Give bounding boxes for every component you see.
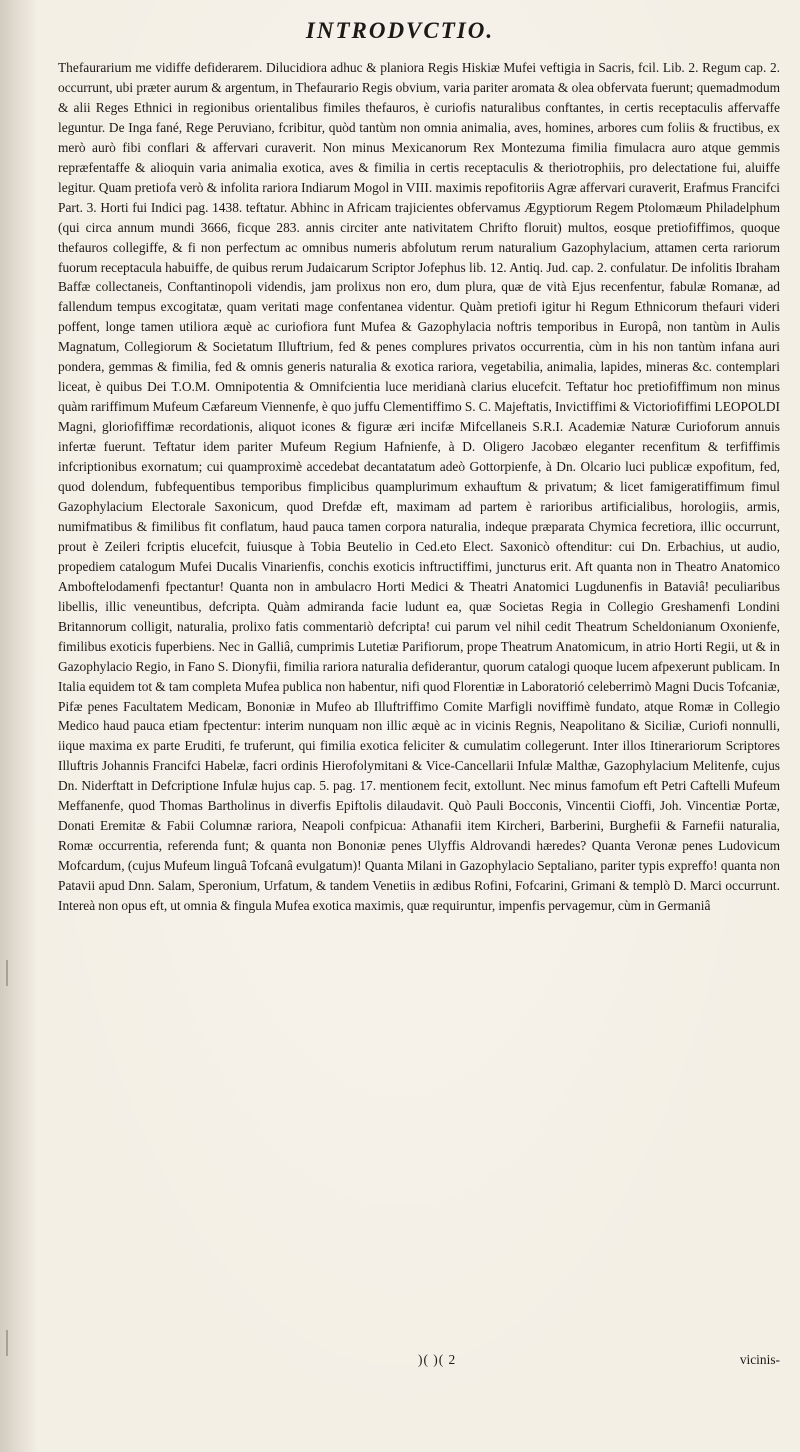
margin-mark (6, 1330, 8, 1356)
catchword: vicinis- (739, 1352, 780, 1367)
margin-mark (6, 960, 8, 986)
paragraph: Thefaurarium me vidiffe defiderarem. Dilucidiora adhuc & planiora Regis Hiskiæ Mufei veftigia in Sacris, fcil. Lib. 2. Regum cap. 2. occurrunt, ubi præter aurum & argentum, in Thefaurario Regis obvium, varia pariter aromata & olea obfervata fuerunt; quemadmodum & alii Reges Ethnici in regionibus orientalibus fimiles thefauros, è curiofis naturalibus conftantes, in certis receptaculis affervaffe leguntur. De Inga fané, Rege Peruviano, fcribitur, quòd tantùm non omnia animalia, aves, homines, arbores cum foliis & fructibus, ex merò aurò fibi conflari & affervari curaverit. Non minus Mexicanorum Rex Montezuma fimilia fimulacra auro atque gemmis repræfentaffe & alioquin varia animalia exotica, aves & fimilia in certis receptaculis & theriotrophiis, pro delectatione fui, aluiffe legitur. Quam pretiofa verò & infolita rariora Indiarum Mogol in VIII. maximis repofitoriis Agræ affervari curaverit, Erafmus Francifci Part. 3. Horti fui Indici pag. 1438. teftatur. Abhinc in Africam trajicientes obfervamus Ægyptiorum Regem Ptolomæum Philadelphum (qui circa annum mundi 3666, ficque 283. annis circiter ante nativitatem Chrifto floruit) multos, eosque pretiofiffimos, quoque thefauros collegiffe, & fi non perfectum ac omnibus numeris abfolutum rerum naturalium Gazophylacium, attamen certa rariorum fuorum receptacula habuiffe, de quibus rerum Judaicarum Scriptor Jofephus lib. 12. Antiq. Jud. cap. 2. confulatur. De infolitis Ibraham Baffæ collectaneis, Conftantinopoli videndis, jam prolixus non ero, dum plura, quæ de vità Ejus recenfentur, fabulæ Romanæ, ad fallendum tempus excogitatæ, quam veritati mage confentanea videntur. Quàm pretiofi igitur hi Regum Ethnicorum thefauri videri poffent, longe tamen utiliora æquè ac curiofiora funt Mufea & Gazophylacia noftris temporibus in Europâ, non tantùm in Aulis Magnatum, Collegiorum & Societatum Illuftrium, fed & penes complures privatos occurrentia, cùm in his non tantùm infana auri pondera, gemmas & fimilia, fed & omnis generis naturalia & exotica rariora, vegetabilia, animalia, lapides, mineras &c. contemplari liceat, è quibus Dei T.O.M. Omnipotentia & Omnifcientia luce meridianà clarius elucefcit. Teftatur hoc pretiofiffimum non minus quàm rariffimum Mufeum Cæfareum Viennenfe, è quo juffu Clementiffimo S. C. Majeftatis, Invictiffimi & Victoriofiffimi LEOPOLDI Magni, gloriofiffimæ recordationis, aliquot icones & figuræ æri incifæ Mifcellaneis S.R.I. Academiæ Naturæ Curioforum annuis infertæ fuerunt. Teftatur idem pariter Mufeum Regium Hafnienfe, à D. Oligero Jacobæo eleganter recenfitum & terfiffimis infcriptionibus exornatum; cui quamproximè accedebat decantatatum adeò Gottorpienfe, à Dn. Olcario luci publicæ expofitum, fed, quod dolendum, fubfequentibus temporibus fimplicibus quamplurimum exhauftum & privatum; & licet famigeratiffimum fimul Gazophylacium Electorale Saxonicum, quod Drefdæ eft, maximam ad partem è rarioribus artificialibus, horologiis, armis, numifmatibus & fimilibus fit conflatum, haud pauca tamen corpora naturalia, indeque præparata Chymica fecretiora, illic occurrunt, prout è Zeileri fcriptis elucefcit, fuiusque à Tobia Beutelio in Ced.eto Elect. Saxonicò oftenditur: cui Dn. Erbachius, ut audio, propediem catalogum Mufei Ducalis Vinarienfis, conchis exoticis inftructiffimi, juncturus erit. Aft quanta non in Theatro Anatomico Amboftelodamenfi fpectantur! Quanta non in ambulacro Horti Medici & Theatri Anatomici Lugdunenfis in Bataviâ! peculiaribus libellis, illic veneuntibus, defcripta. Quàm admiranda facie ludunt ea, quæ Societas Regia in Collegio Greshamenfi Londini Britannorum colligit, naturalia, prolixo fatis commentariò defcripta! cui parum vel nihil cedit Theatrum Scheldonianum Oxonienfe, fimilibus exoticis fuperbiens. Nec in Galliâ, cumprimis Lutetiæ Parifiorum, prope Theatrum Anatomicum, in atrio Horti Regii, ut & in Gazophylacio Regio, in Fano S. Dionyfii, fimilia rariora naturalia defiderantur, quorum catalogi quoque lucem afpexerunt publicam. In Italia equidem tot & tam completa Mufea publica non habentur, nifi quod Florentiæ in Laboratorió celeberrimò Magni Ducis Tofcaniæ, Pifæ penes Facultatem Medicam, Bononiæ in Mufeo ab Illuftriffimo Comite Marfigli noviffimè fundato, atque Romæ in Collegio Medico haud pauca etiam fpectentur: interim nunquam non illic æquè ac in vicinis Regnis, Neapolitano & Siciliæ, Curiofi nonnulli, iique maxima ex parte Eruditi, fe truferunt, qui fimilia exotica feliciter & cumulatim collegerunt. Inter illos Itinerariorum Scriptores Illuftris Johannis Francifci Habelæ, facri ordinis Hierofolymitani & Vice-Cancellarii Infulæ Malthæ, Gazophylacium Melitenfe, cujus Dn. Niderftatt in Defcriptione Infulæ hujus cap. 5. pag. 17. mentionem fecit, extollunt. Nec minus famofum eft Petri Caftelli Mufeum Meffanenfe, quod Thomas Bartholinus in diverfis Epiftolis dilaudavit. Quò Pauli Bocconis, Vincentii Cioffi, Joh. Vincentiæ Portæ, Donati Eremitæ & Fabii Columnæ rariora, Neapoli confpicua: Athanafii item Kircheri, Barberini, Burghefii & Farnefii naturalia, Romæ occurrentia, referenda funt; & quanta non Bononiæ penes Ulyffis Aldrovandi hæredes? Quanta Veronæ penes Ludovicum Mofcardum, (cujus Mufeum linguâ Tofcanâ evulgatum)! Quanta Milani in Gazophylacio Septaliano, pariter typis expreffo! quanta non Patavii apud Dnn. Salam, Speronium, Urfatum, & tandem Venetiis in ædibus Rofini, Fofcarini, Grimani & templò D. Marci occurrunt. Intereà non opus eft, ut omnia & fingula Mufea exotica maximis, quæ requiruntur, impenfis pervagemur, cùm in Germaniâ (58, 60, 780, 914)
gutter-shadow (0, 0, 38, 1452)
body-text (58, 58, 780, 916)
footer-line (58, 1352, 780, 1372)
signature-mark: )( )( 2 (418, 1352, 457, 1367)
running-head: INTRODVCTIO. (305, 18, 495, 43)
